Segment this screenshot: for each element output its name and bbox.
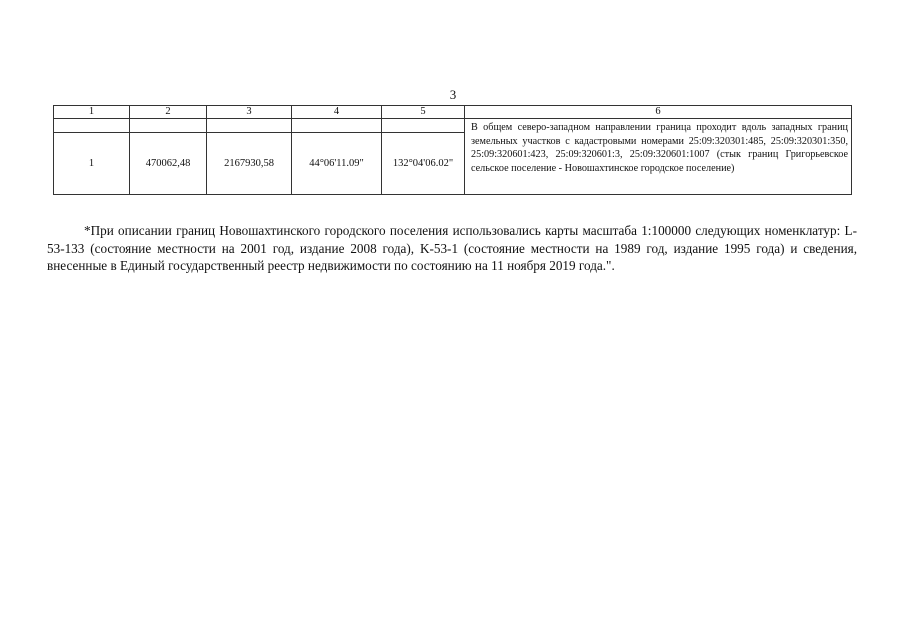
blank-cell: [207, 119, 292, 133]
table-blank-row: [54, 119, 852, 133]
column-header-4: 4: [292, 106, 382, 119]
column-header-2: 2: [130, 106, 207, 119]
column-header-6: 6: [465, 106, 852, 119]
page-number: 3: [449, 87, 457, 102]
blank-cell: [130, 119, 207, 133]
y-coordinate-cell: 2167930,58: [207, 133, 292, 195]
boundary-description-cell: В общем северо-западном направлении граница проходит вдоль западных границ земельных участков с кадастровыми номерами 25:09:320301:485, 25:09:320301:350, 25:09:320601:423, 25:09:320601:3, 25:09:320601:1007 (стык границ Григорьевское сельское поселение - Новошахтинское городское поселение): [465, 119, 852, 195]
column-header-3: 3: [207, 106, 292, 119]
latitude-cell: 44°06'11.09": [292, 133, 382, 195]
table-header-row: [54, 106, 852, 119]
column-header-1: 1: [54, 106, 130, 119]
point-number-cell: 1: [54, 133, 130, 195]
boundary-coordinates-table: [53, 105, 852, 195]
x-coordinate-cell: 470062,48: [130, 133, 207, 195]
column-header-5: 5: [382, 106, 465, 119]
blank-cell: [54, 119, 130, 133]
longitude-cell: 132°04'06.02": [382, 133, 465, 195]
blank-cell: [382, 119, 465, 133]
blank-cell: [292, 119, 382, 133]
footnote-paragraph: *При описании границ Новошахтинского городского поселения использовались карты масштаба 1:100000 следующих номенклатур: L-53-133 (состояние местности на 2001 год, издание 2008 года), K-53-1 (состояние местности на 1989 год, издание 1995 года) и сведения, внесенные в Единый государственный реестр недвижимости по состоянию на 11 ноября 2019 года.".: [47, 223, 857, 274]
